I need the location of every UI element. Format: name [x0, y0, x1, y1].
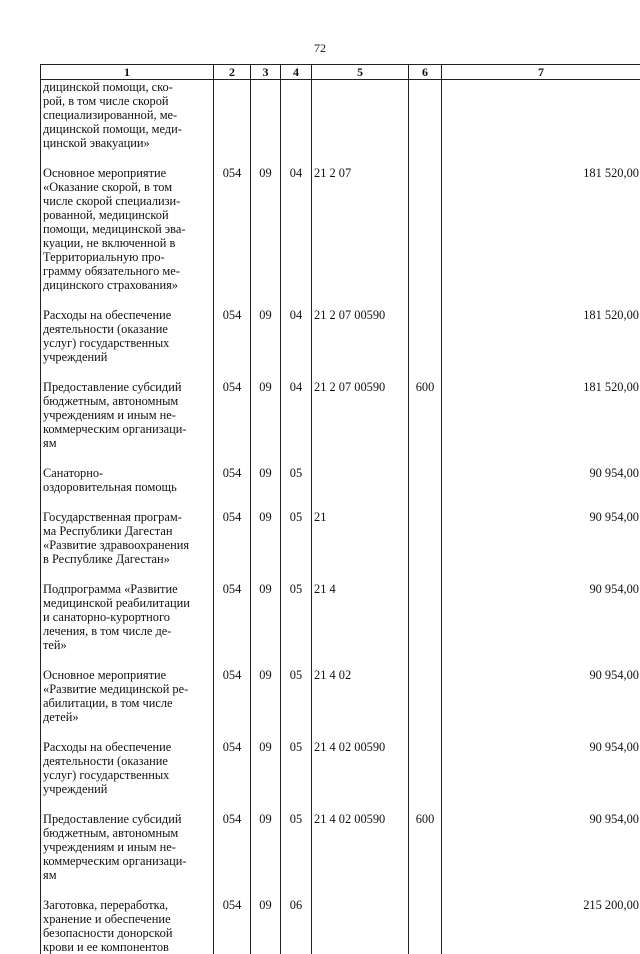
spacer-cell [442, 882, 640, 898]
target-article-cell [312, 466, 409, 494]
section-code-cell: 09 [251, 898, 281, 954]
table-row [41, 466, 640, 494]
spacer-cell [214, 150, 251, 166]
spacer-cell [312, 292, 409, 308]
spacer-cell [442, 364, 640, 380]
section-code-cell: 09 [251, 668, 281, 724]
expense-type-cell [409, 668, 442, 724]
spacer-cell [281, 796, 312, 812]
spacer-cell [251, 292, 281, 308]
spacer-cell [442, 494, 640, 510]
expense-type-cell: 600 [409, 380, 442, 450]
spacer-cell [409, 882, 442, 898]
spacer-cell [442, 652, 640, 668]
table-row [41, 80, 640, 151]
subsection-code-cell: 05 [281, 466, 312, 494]
subsection-code-cell: 05 [281, 582, 312, 652]
spacer-cell [41, 450, 214, 466]
row-name-cell: дицинской помощи, ско- рой, в том числе скорой специализированной, ме- дицинской помощи, меди- цинской эвакуации» [41, 80, 214, 151]
amount-cell [442, 80, 640, 151]
spacer-cell [442, 450, 640, 466]
expense-type-cell [409, 582, 442, 652]
ministry-code-cell: 054 [214, 740, 251, 796]
spacer-cell [251, 364, 281, 380]
spacer-cell [41, 796, 214, 812]
row-name-cell: Санаторно- оздоровительная помощь [41, 466, 214, 494]
target-article-cell [312, 898, 409, 954]
row-spacer [41, 724, 640, 740]
subsection-code-cell [281, 80, 312, 151]
spacer-cell [442, 566, 640, 582]
target-article-cell: 21 4 [312, 582, 409, 652]
row-spacer [41, 882, 640, 898]
spacer-cell [281, 882, 312, 898]
section-code-cell: 09 [251, 812, 281, 882]
spacer-cell [281, 652, 312, 668]
table-row [41, 166, 640, 292]
subsection-code-cell: 04 [281, 380, 312, 450]
expense-type-cell [409, 308, 442, 364]
section-code-cell [251, 80, 281, 151]
spacer-cell [312, 450, 409, 466]
section-code-cell: 09 [251, 308, 281, 364]
spacer-cell [251, 652, 281, 668]
spacer-cell [41, 566, 214, 582]
spacer-cell [214, 566, 251, 582]
expense-type-cell: 600 [409, 812, 442, 882]
target-article-cell: 21 2 07 00590 [312, 380, 409, 450]
spacer-cell [281, 450, 312, 466]
spacer-cell [251, 494, 281, 510]
spacer-cell [251, 796, 281, 812]
table-row [41, 668, 640, 724]
spacer-cell [41, 724, 214, 740]
spacer-cell [442, 292, 640, 308]
ministry-code-cell: 054 [214, 510, 251, 566]
ministry-code-cell: 054 [214, 166, 251, 292]
header-col-4: 4 [281, 65, 312, 80]
spacer-cell [312, 882, 409, 898]
table-row [41, 582, 640, 652]
spacer-cell [251, 724, 281, 740]
header-col-5: 5 [312, 65, 409, 80]
spacer-cell [281, 150, 312, 166]
target-article-cell: 21 4 02 [312, 668, 409, 724]
row-name-cell: Заготовка, переработка, хранение и обеспечение безопасности донорской крови и ее компонентов [41, 898, 214, 954]
ministry-code-cell: 054 [214, 466, 251, 494]
expense-type-cell [409, 466, 442, 494]
row-name-cell: Основное мероприятие «Оказание скорой, в том числе скорой специализи- рованной, медицинской помощи, медицинской эва- куации, не включенной в Территориальную про- грамму обязательного ме- дицинского страхования» [41, 166, 214, 292]
row-name-cell: Расходы на обеспечение деятельности (оказание услуг) государственных учреждений [41, 740, 214, 796]
row-spacer [41, 796, 640, 812]
amount-cell: 90 954,00 [442, 510, 640, 566]
target-article-cell: 21 [312, 510, 409, 566]
spacer-cell [251, 150, 281, 166]
amount-cell: 215 200,00 [442, 898, 640, 954]
spacer-cell [409, 652, 442, 668]
amount-cell: 90 954,00 [442, 466, 640, 494]
spacer-cell [409, 450, 442, 466]
section-code-cell: 09 [251, 740, 281, 796]
spacer-cell [442, 796, 640, 812]
row-spacer [41, 450, 640, 466]
header-col-2: 2 [214, 65, 251, 80]
expense-type-cell [409, 166, 442, 292]
subsection-code-cell: 05 [281, 510, 312, 566]
header-col-3: 3 [251, 65, 281, 80]
expense-type-cell [409, 80, 442, 151]
target-article-cell: 21 4 02 00590 [312, 812, 409, 882]
row-name-cell: Подпрограмма «Развитие медицинской реабилитации и санаторно-курортного лечения, в том числе де- тей» [41, 582, 214, 652]
subsection-code-cell: 05 [281, 668, 312, 724]
header-col-7: 7 [442, 65, 640, 80]
header-col-6: 6 [409, 65, 442, 80]
spacer-cell [214, 364, 251, 380]
header-row [41, 65, 640, 80]
row-spacer [41, 364, 640, 380]
spacer-cell [41, 652, 214, 668]
table-row [41, 510, 640, 566]
section-code-cell: 09 [251, 166, 281, 292]
table-row [41, 812, 640, 882]
row-spacer [41, 150, 640, 166]
ministry-code-cell: 054 [214, 668, 251, 724]
subsection-code-cell: 05 [281, 812, 312, 882]
row-name-cell: Государственная програм- ма Республики Дагестан «Развитие здравоохранения в Республике Дагестан» [41, 510, 214, 566]
amount-cell: 90 954,00 [442, 740, 640, 796]
spacer-cell [214, 450, 251, 466]
spacer-cell [214, 292, 251, 308]
budget-table [40, 64, 640, 954]
spacer-cell [41, 150, 214, 166]
ministry-code-cell [214, 80, 251, 151]
page-number: 72 [0, 41, 640, 56]
ministry-code-cell: 054 [214, 812, 251, 882]
spacer-cell [214, 796, 251, 812]
amount-cell: 90 954,00 [442, 582, 640, 652]
expense-type-cell [409, 740, 442, 796]
spacer-cell [281, 292, 312, 308]
table-row [41, 898, 640, 954]
ministry-code-cell: 054 [214, 308, 251, 364]
spacer-cell [409, 796, 442, 812]
row-name-cell: Основное мероприятие «Развитие медицинской ре- абилитации, в том числе детей» [41, 668, 214, 724]
spacer-cell [214, 882, 251, 898]
spacer-cell [281, 364, 312, 380]
ministry-code-cell: 054 [214, 380, 251, 450]
spacer-cell [312, 150, 409, 166]
spacer-cell [409, 292, 442, 308]
spacer-cell [409, 566, 442, 582]
spacer-cell [41, 364, 214, 380]
spacer-cell [41, 494, 214, 510]
spacer-cell [312, 494, 409, 510]
spacer-cell [409, 724, 442, 740]
spacer-cell [281, 724, 312, 740]
spacer-cell [312, 652, 409, 668]
target-article-cell [312, 80, 409, 151]
amount-cell: 181 520,00 [442, 380, 640, 450]
table-body [41, 80, 640, 954]
spacer-cell [214, 724, 251, 740]
amount-cell: 181 520,00 [442, 166, 640, 292]
spacer-cell [251, 882, 281, 898]
subsection-code-cell: 06 [281, 898, 312, 954]
spacer-cell [41, 292, 214, 308]
subsection-code-cell: 05 [281, 740, 312, 796]
spacer-cell [312, 724, 409, 740]
spacer-cell [409, 150, 442, 166]
amount-cell: 181 520,00 [442, 308, 640, 364]
spacer-cell [409, 494, 442, 510]
spacer-cell [442, 724, 640, 740]
spacer-cell [312, 364, 409, 380]
section-code-cell: 09 [251, 510, 281, 566]
spacer-cell [251, 566, 281, 582]
ministry-code-cell: 054 [214, 898, 251, 954]
target-article-cell: 21 4 02 00590 [312, 740, 409, 796]
amount-cell: 90 954,00 [442, 668, 640, 724]
expense-type-cell [409, 898, 442, 954]
ministry-code-cell: 054 [214, 582, 251, 652]
spacer-cell [214, 652, 251, 668]
row-spacer [41, 292, 640, 308]
row-name-cell: Предоставление субсидий бюджетным, автономным учреждениям и иным не- коммерческим организаци- ям [41, 812, 214, 882]
row-spacer [41, 652, 640, 668]
table-row [41, 380, 640, 450]
spacer-cell [251, 450, 281, 466]
section-code-cell: 09 [251, 380, 281, 450]
table-row [41, 308, 640, 364]
spacer-cell [281, 566, 312, 582]
spacer-cell [312, 796, 409, 812]
subsection-code-cell: 04 [281, 308, 312, 364]
subsection-code-cell: 04 [281, 166, 312, 292]
spacer-cell [281, 494, 312, 510]
amount-cell: 90 954,00 [442, 812, 640, 882]
spacer-cell [442, 150, 640, 166]
table-row [41, 740, 640, 796]
row-spacer [41, 494, 640, 510]
row-name-cell: Расходы на обеспечение деятельности (оказание услуг) государственных учреждений [41, 308, 214, 364]
section-code-cell: 09 [251, 582, 281, 652]
row-spacer [41, 566, 640, 582]
row-name-cell: Предоставление субсидий бюджетным, автономным учреждениям и иным не- коммерческим организаци- ям [41, 380, 214, 450]
target-article-cell: 21 2 07 00590 [312, 308, 409, 364]
spacer-cell [41, 882, 214, 898]
spacer-cell [312, 566, 409, 582]
target-article-cell: 21 2 07 [312, 166, 409, 292]
spacer-cell [214, 494, 251, 510]
expense-type-cell [409, 510, 442, 566]
section-code-cell: 09 [251, 466, 281, 494]
spacer-cell [409, 364, 442, 380]
header-col-1: 1 [41, 65, 214, 80]
